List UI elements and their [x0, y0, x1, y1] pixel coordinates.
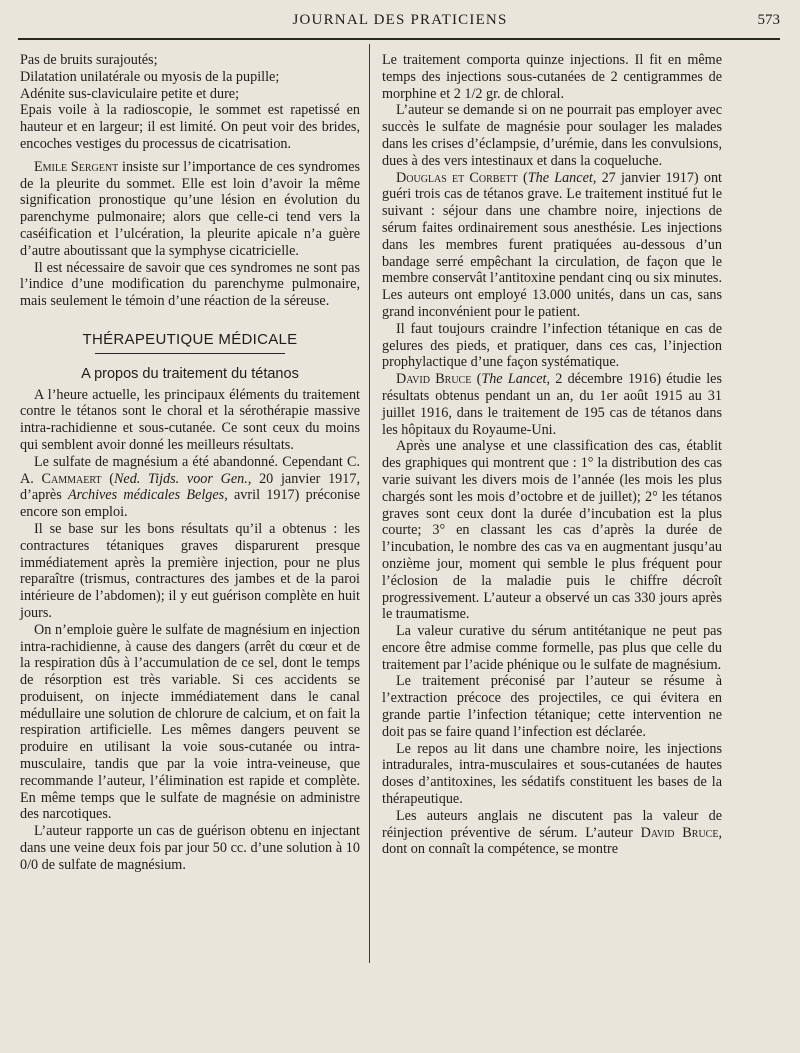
paragraph: Les auteurs anglais ne discutent pas la valeur de réinjection préventive de sérum. L’auteur David Bruce, dont on connaît la compétence, se montre — [382, 807, 722, 858]
paragraph: Après une analyse et une classification des cas, établit des graphiques qui montrent que : 1° la distribution des cas varie suivant les divers mois de l’année (les mois les plus chargés sont les mois d’octobre et de juillet); 2° les tétanos graves sont ceux dont la durée d’incubation est la plus courte; 3° en classant les cas d’après la durée de l’incubation, le nombre des cas va en augmentant jusqu’au onzième jour, moment qui semble le plus fréquent pour l’éclosion de la maladie puis le chiffre décroît progressivement. L’auteur a observé un cas 330 jours après le traumatisme. — [382, 438, 722, 623]
paragraph: David Bruce (The Lancet, 2 décembre 1916) étudie les résultats obtenus pendant un an, du 1er août 1915 au 31 juillet 1916, dans le traitement de 195 cas de tétanos dans les hôpitaux du Royaume-Uni. — [382, 371, 722, 438]
paragraph: Le repos au lit dans une chambre noire, les injections intradurales, intra-musculaires et sous-cutanées de hautes doses d’antitoxines, les sédatifs constituent les bases de la thérapeutique. — [382, 740, 722, 808]
column-divider — [369, 44, 370, 963]
journal-title: JOURNAL DES PRATICIENS — [292, 12, 508, 28]
paragraph: L’auteur rapporte un cas de guérison obtenu en injectant dans une veine deux fois par jour 50 cc. d’une solution à 10 0/0 de sulfate de magnésium. — [20, 823, 360, 873]
author-name: David Bruce — [396, 371, 472, 388]
source-name: Archives médicales Belges — [68, 487, 225, 504]
paragraph: Le traitement préconisé par l’auteur se résume à l’extraction précoce des projectiles, ce qui évitera en grande partie l’infection tétanique; cette intervention ne doit pas se faire quand l’infection est déclarée. — [382, 673, 722, 740]
paragraph: Douglas et Corbett (The Lancet, 27 janvier 1917) ont guéri trois cas de tétanos grave. Le traitement institué fut le suivant : séjour dans une chambre noire, injections de sérum faites ordinairement sous anesthésie. Les injections dans les membres furent pratiquées au-dessous d’un bandage serré empêchant la circulation, de façon que le membre conservât l’antitoxine pendant cinq ou six minutes. Les auteurs ont employé 13.000 unités, dans un cas, sans grand inconvénient pour le patient. — [382, 169, 722, 320]
paragraph: Il est nécessaire de savoir que ces syndromes ne sont pas l’indice d’une modification du parenchyme pulmonaire, mais seulement le témoin d’une réaction de la séreuse. — [20, 259, 360, 310]
list-line: Dilatation unilatérale ou myosis de la pupille; — [20, 68, 280, 85]
author-name: Emile Sergent — [34, 158, 119, 175]
paragraph-sergent: Emile Sergent insiste sur l’importance de ces syndromes de la pleurite du sommet. Elle est loin d’avoir la même signification pronostique qu’une lésion en évolution du parenchyme pulmonaire; alors que celle-ci tend vers la caséification et l’ulcération, la pleurite apicale n’a guère d’autre aboutissant que la symphyse cicatricielle. — [20, 158, 361, 259]
page-number: 573 — [757, 12, 780, 28]
source-name: The Lancet — [527, 169, 593, 186]
source-name: The Lancet — [481, 371, 547, 388]
paragraph: Il faut toujours craindre l’infection tétanique en cas de gelures des pieds, et pratiquer, dans ces cas, l’injection prophylactique d’une façon systématique. — [382, 320, 722, 371]
article-title: A propos du traitement du tétanos — [81, 365, 299, 382]
paragraph: La valeur curative du sérum antitétanique ne peut pas encore être admise comme formelle, pas plus que celle du traitement par l’acide phénique ou le sulfate de magnésium. — [382, 623, 722, 673]
paragraph: Le traitement comporta quinze injections. Il fit en même temps des injections sous-cutanées de 2 centigrammes de morphine et 2 1/2 gr. de chloral. — [382, 52, 722, 102]
list-line: Adénite sus-claviculaire petite et dure; — [20, 85, 240, 102]
author-name: Cammaert — [41, 470, 102, 487]
section-underline — [95, 353, 285, 354]
section-title: THÉRAPEUTIQUE MÉDICALE — [82, 330, 298, 348]
page-header — [20, 10, 780, 34]
right-column — [382, 52, 722, 858]
list-line: Pas de bruits surajoutés; — [20, 52, 158, 68]
paragraph: A l’heure actuelle, les principaux éléments du traitement contre le tétanos sont le choral et la sérothérapie massive intra-rachidienne et sous-cutanée. Ce sont ceux du moins qui semblent avoir donné les meilleurs résultats. — [20, 386, 360, 453]
list-line: Epais voile à la radioscopie, le sommet est rapetissé en hauteur et en largeur; il est limité. On peut voir des brides, encoches vestiges du processus de cicatrisation. — [20, 102, 360, 152]
paragraph: L’auteur se demande si on ne pourrait pas employer avec succès le sulfate de magnésie pour soulager les malades dans les crises d’éclampsie, d’urémie, dans les convulsions, dues à des vers intestinaux et dans la coqueluche. — [382, 102, 722, 169]
paragraph: Le sulfate de magnésium a été abandonné. Cependant C. A. Cammaert (Ned. Tijds. voor Gen., 20 janvier 1917, d’après Archives médicales Belges, avril 1917) préconise encore son emploi. — [20, 453, 360, 521]
header-rule — [18, 38, 780, 40]
author-name: Douglas et Corbett — [396, 169, 518, 186]
author-name: David Bruce — [640, 824, 719, 841]
left-column — [20, 52, 360, 874]
paragraph: Il se base sur les bons résultats qu’il a obtenus : les contractures tétaniques graves disparurent presque immédiatement après la première injection, pour ne plus reparaître (trismus, contractures des jambes et de la paroi intérieure de l’abdomen); il y eut guérison complète en huit jours. — [20, 520, 360, 621]
paragraph: On n’emploie guère le sulfate de magnésium en injection intra-rachidienne, à cause des dangers (arrêt du cœur et de la respiration dûs à l’accumulation de ce sel, dont le temps de résorption est très variable. Si ces accidents se produisent, on injecte immédiatement dans le canal médullaire une solution de chlorure de calcium, et on fait la respiration artificielle. Les mêmes dangers peuvent se produire en utilisant la voie sous-cutanée ou intra-musculaire, tandis que par la voie intra-veineuse, que recommande l’auteur, l’élimination est rapide et complète. En même temps que le sulfate de magnésie on administre des narcotiques. — [20, 621, 360, 823]
source-name: Ned. Tijds. voor Gen. — [113, 470, 248, 487]
